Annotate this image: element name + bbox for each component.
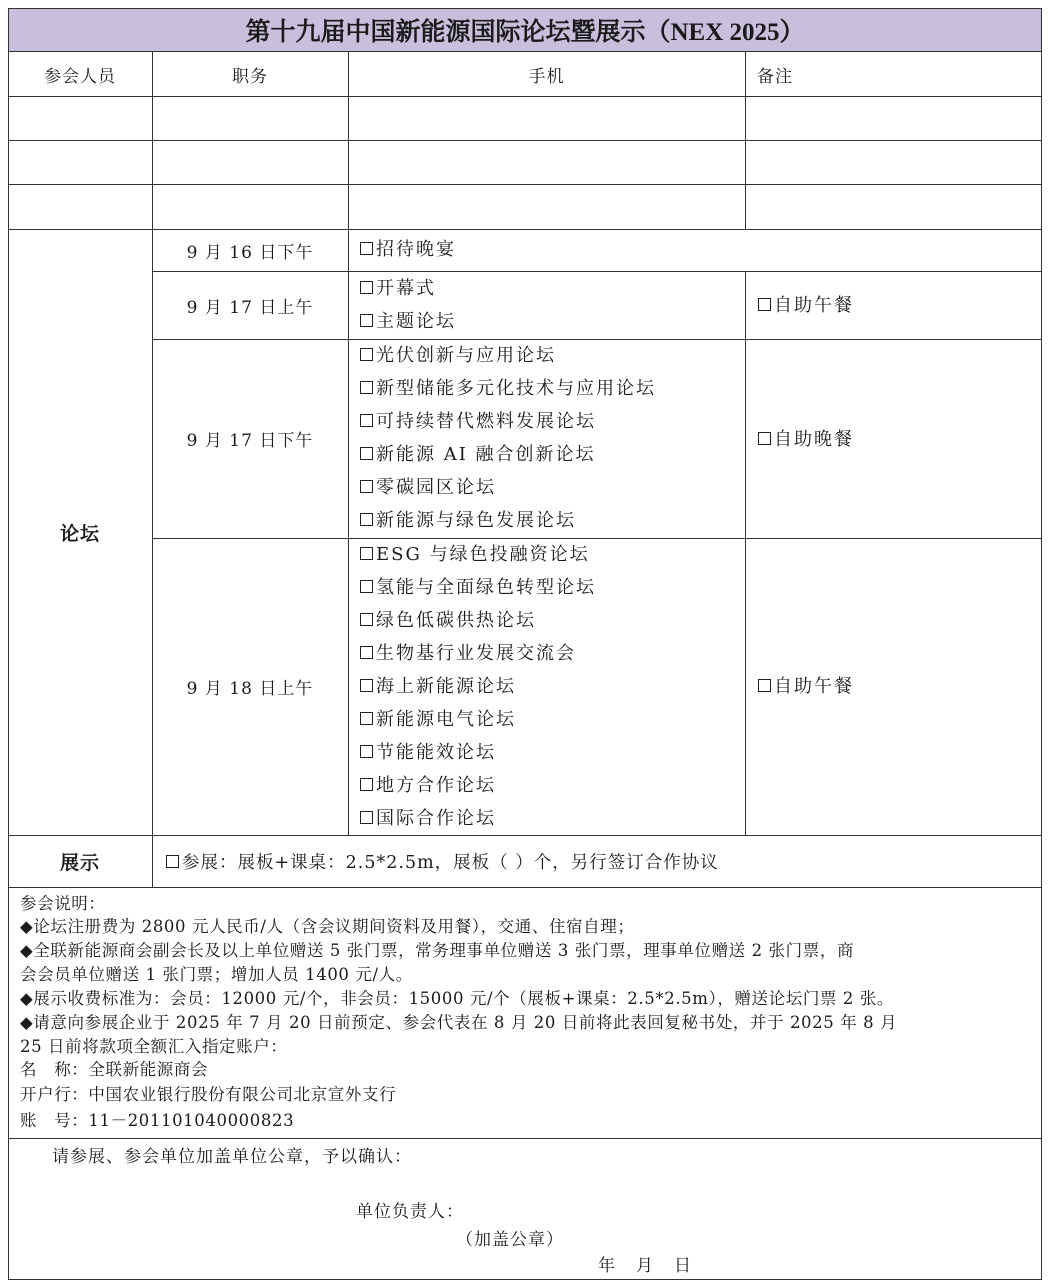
checkbox-icon[interactable]	[360, 745, 373, 758]
attendee-remarks-cell[interactable]	[745, 184, 1042, 229]
attendee-phone-cell[interactable]	[348, 96, 745, 140]
checkbox-icon[interactable]	[360, 314, 373, 327]
forum-option[interactable]: 光伏创新与应用论坛	[360, 341, 556, 367]
forum-option[interactable]: 开幕式	[360, 274, 436, 300]
attendee-position-cell[interactable]	[152, 140, 348, 184]
forum-option[interactable]: 海上新能源论坛	[360, 672, 516, 698]
session-time: 9 月 16 日下午	[186, 242, 314, 263]
attendee-remarks-cell[interactable]	[745, 140, 1042, 184]
grid-line	[8, 140, 1042, 141]
note-line: ◆全联新能源商会副会长及以上单位赠送 5 张门票，常务理事单位赠送 3 张门票，理事单位赠送 2 张门票，商	[20, 941, 855, 960]
grid-line	[745, 271, 746, 835]
checkbox-icon[interactable]	[758, 432, 771, 445]
checkbox-icon[interactable]	[360, 447, 373, 460]
forum-option[interactable]: 绿色低碳供热论坛	[360, 606, 536, 632]
checkbox-icon[interactable]	[360, 778, 373, 791]
forum-option[interactable]: 可持续替代燃料发展论坛	[360, 407, 596, 433]
checkbox-icon[interactable]	[360, 646, 373, 659]
forum-label: 论坛	[59, 522, 100, 545]
exhibition-option[interactable]: 参展：展板+课桌：2.5*2.5m，展板（ ）个，另行签订合作协议	[166, 848, 719, 874]
forum-option[interactable]: 氢能与全面绿色转型论坛	[360, 573, 596, 599]
checkbox-icon[interactable]	[360, 712, 373, 725]
meal-option[interactable]: 自助午餐	[758, 291, 854, 317]
forum-option[interactable]: 新能源与绿色发展论坛	[360, 506, 576, 532]
attendee-phone-cell[interactable]	[348, 140, 745, 184]
checkbox-icon[interactable]	[360, 414, 373, 427]
grid-line	[745, 52, 746, 229]
checkbox-icon[interactable]	[360, 811, 373, 824]
forum-option[interactable]: 新型储能多元化技术与应用论坛	[360, 374, 656, 400]
form-title: 第十九届中国新能源国际论坛暨展示（NEX 2025）	[8, 8, 1042, 52]
grid-line	[152, 52, 153, 229]
header-attendee: 参会人员	[44, 66, 116, 87]
meal-option[interactable]: 自助晚餐	[758, 425, 854, 451]
checkbox-icon[interactable]	[360, 547, 373, 560]
forum-option[interactable]: 主题论坛	[360, 307, 456, 333]
note-line: 25 日前将款项全额汇入指定账户：	[20, 1037, 288, 1056]
forum-option[interactable]: 零碳园区论坛	[360, 473, 496, 499]
grid-line	[8, 1138, 1042, 1139]
attendee-position-cell[interactable]	[152, 184, 348, 229]
note-line: ◆论坛注册费为 2800 元人民币/人（含会议期间资料及用餐），交通、住宿自理；	[20, 917, 635, 936]
grid-line	[348, 229, 349, 835]
session-time: 9 月 18 日上午	[186, 679, 314, 699]
notes-heading: 参会说明：	[20, 894, 106, 913]
attendee-remarks-cell[interactable]	[745, 96, 1042, 140]
grid-line	[348, 52, 349, 229]
meal-option[interactable]: 自助午餐	[758, 672, 854, 698]
checkbox-icon[interactable]	[360, 348, 373, 361]
forum-option[interactable]: 生物基行业发展交流会	[360, 639, 576, 665]
checkbox-icon[interactable]	[360, 242, 373, 255]
checkbox-icon[interactable]	[360, 679, 373, 692]
checkbox-icon[interactable]	[360, 513, 373, 526]
checkbox-icon[interactable]	[360, 580, 373, 593]
forum-option[interactable]: 新能源 AI 融合创新论坛	[360, 440, 596, 466]
session-time: 9 月 17 日下午	[186, 431, 314, 451]
checkbox-icon[interactable]	[758, 298, 771, 311]
note-line: 开户行：中国农业银行股份有限公司北京宣外支行	[20, 1085, 397, 1104]
session-time: 9 月 17 日上午	[186, 297, 314, 318]
grid-line	[8, 887, 1042, 888]
attendee-name-cell[interactable]	[8, 184, 152, 229]
seal-label: （加盖公章）	[456, 1230, 564, 1250]
note-line: 名 称：全联新能源商会	[20, 1060, 209, 1079]
forum-option[interactable]: 地方合作论坛	[360, 771, 496, 797]
attendee-name-cell[interactable]	[8, 140, 152, 184]
checkbox-icon[interactable]	[360, 480, 373, 493]
checkbox-icon[interactable]	[360, 613, 373, 626]
checkbox-icon[interactable]	[166, 855, 179, 868]
note-line: ◆请意向参展企业于 2025 年 7 月 20 日前预定、参会代表在 8 月 20 日前将此表回复秘书处，并于 2025 年 8 月	[20, 1013, 898, 1032]
attendee-phone-cell[interactable]	[348, 184, 745, 229]
checkbox-icon[interactable]	[360, 381, 373, 394]
header-remarks: 备注	[757, 66, 793, 87]
forum-option[interactable]: 国际合作论坛	[360, 804, 496, 830]
checkbox-icon[interactable]	[758, 679, 771, 692]
note-line: 账 号：11－201101040000823	[20, 1111, 295, 1130]
forum-option[interactable]: 节能能效论坛	[360, 738, 496, 764]
attendee-position-cell[interactable]	[152, 96, 348, 140]
grid-line	[8, 835, 1042, 836]
forum-option[interactable]: 招待晚宴	[360, 235, 456, 261]
header-phone: 手机	[528, 66, 565, 87]
forum-option[interactable]: ESG 与绿色投融资论坛	[360, 540, 590, 566]
note-line: ◆展示收费标准为：会员：12000 元/个，非会员：15000 元/个（展板+课桌：2.5*2.5m），赠送论坛门票 2 张。	[20, 989, 895, 1008]
date-label: 年 月 日	[598, 1256, 693, 1276]
grid-line	[8, 184, 1042, 185]
forum-option[interactable]: 新能源电气论坛	[360, 705, 516, 731]
signer-label: 单位负责人：	[356, 1202, 464, 1222]
attendee-name-cell[interactable]	[8, 96, 152, 140]
note-line: 会会员单位赠送 1 张门票；增加人员 1400 元/人。	[20, 965, 413, 984]
confirm-text: 请参展、参会单位加盖单位公章，予以确认：	[52, 1147, 412, 1167]
checkbox-icon[interactable]	[360, 281, 373, 294]
exhibition-label: 展示	[59, 851, 100, 874]
grid-line	[8, 96, 1042, 97]
header-position: 职务	[232, 66, 268, 87]
